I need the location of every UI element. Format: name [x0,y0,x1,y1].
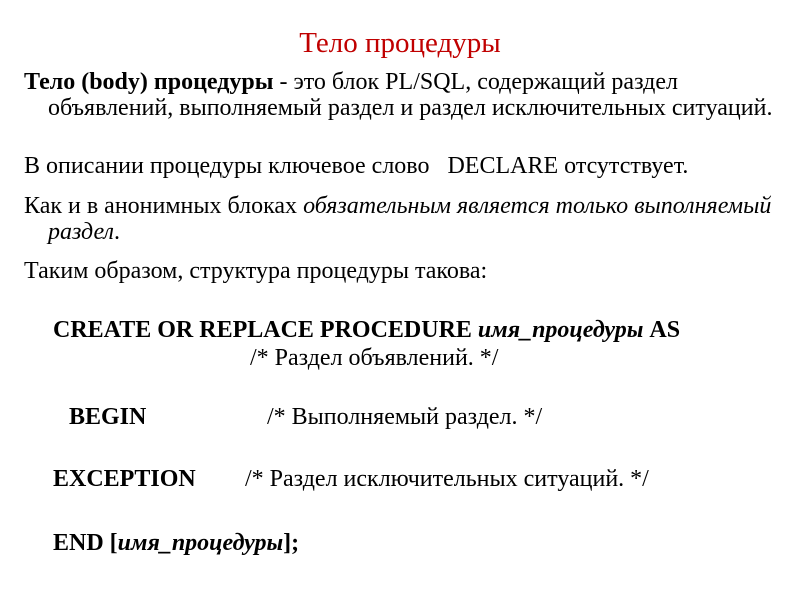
page-title: Тело процедуры [299,27,501,59]
end-keyword: END [ [53,530,118,556]
begin-keyword: BEGIN [69,404,147,430]
end-statement-line [53,530,299,556]
declare-comment: /* Раздел объявлений. */ [250,345,499,371]
body-definition-text: - это блок PL/SQL, содержащий раздел объявлений, выполняемый раздел и раздел исключительных ситуаций. [48,69,773,121]
body-term: Тело (body) процедуры [24,69,274,95]
body-definition-paragraph [24,69,800,121]
anonymous-blocks-text: Как и в анонимных блоках [24,193,304,219]
mandatory-section-emphasis: обязательным является только выполняемый раздел [48,193,772,245]
exception-comment: /* Раздел исключительных ситуаций. */ [245,466,649,492]
anonymous-blocks-paragraph [24,193,800,245]
as-keyword: AS [643,317,681,343]
procedure-name-placeholder: имя_процедуры [477,317,644,343]
begin-comment: /* Выполняемый раздел. */ [267,404,543,430]
declare-note-paragraph: В описании процедуры ключевое слово DECLARE отсутствует. [24,153,689,179]
exception-keyword: EXCEPTION [53,466,196,492]
end-close: ]; [283,530,300,556]
create-keyword: CREATE OR REPLACE PROCEDURE [53,317,478,343]
end-procedure-name-placeholder: имя_процедуры [117,530,284,556]
anonymous-blocks-period: . [114,219,120,245]
structure-intro-paragraph: Таким образом, структура процедуры такова: [24,258,488,284]
create-statement-line [53,317,680,343]
